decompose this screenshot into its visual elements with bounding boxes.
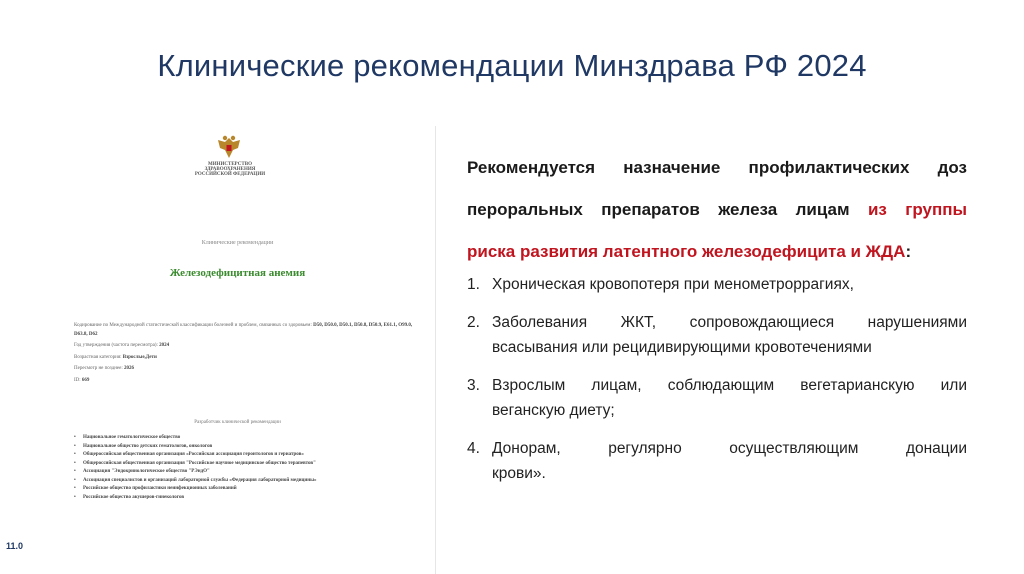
item-number: 3. (467, 377, 480, 394)
slide-title: Клинические рекомендации Минздрава РФ 2024 (157, 48, 867, 83)
meta-value: Взрослые,Дети (122, 354, 157, 360)
intro-line (467, 189, 967, 231)
list-item: • Ассоциация "Эндокринологическое общество "РЭндО" (74, 468, 412, 476)
intro-text: пероральных препаратов железа лицам (467, 200, 868, 219)
list-item: • Национальное гематологическое общество (74, 434, 412, 442)
meta-value: 2024 (159, 343, 170, 348)
list-item: • Национальное общество детских гематологов, онкологов (74, 443, 412, 451)
meta-age (74, 354, 414, 363)
meta-review (74, 365, 414, 374)
meta-icd (74, 322, 414, 339)
list-item: • Общероссийская общественная организация «Российская ассоциация геронтологов и гериатров» (74, 451, 412, 459)
ministry-name (190, 162, 270, 177)
document-subtitle: Клинические рекомендации (201, 240, 274, 246)
list-item (467, 310, 967, 360)
meta-value: 2026 (124, 366, 134, 371)
item-text: Хроническая кровопотеря при менометроррагиях, (492, 276, 854, 293)
intro-highlight: риска развития латентного железодефицита и ЖДА (467, 242, 906, 261)
intro-highlight: из группы (867, 200, 967, 219)
meta-year (74, 342, 414, 351)
ministry-line: МИНИСТЕРСТВО (208, 162, 252, 167)
list-item (467, 373, 967, 423)
recommendation-intro (467, 147, 967, 273)
meta-label: Возрастная категория: (74, 354, 122, 360)
recommendation-list (467, 272, 967, 499)
intro-line (467, 147, 967, 189)
list-item: • Ассоциация специалистов и организаций лабораторной службы «Федерация лабораторной медицины» (74, 477, 412, 485)
item-text: веганскую диету; (492, 402, 615, 419)
meta-id (74, 377, 414, 386)
meta-value: D50, D50.0, D50.1, D50.8, D50.9, E61.1, O99.0, D63.8, D62 (74, 323, 413, 337)
meta-label: Пересмотр не позднее: (74, 366, 123, 371)
coat-of-arms-icon (214, 134, 244, 162)
intro-text: Рекомендуется назначение профилактических доз (467, 158, 967, 177)
document-title: Железодефицитная анемия (169, 267, 306, 279)
list-item (467, 272, 967, 297)
meta-label: Кодирование по Международной статистической классификации болезней и проблем, связанных со здоровьем: (74, 323, 312, 328)
meta-label: ID: (74, 377, 81, 383)
item-text: Взрослым лицам, соблюдающим вегетарианскую или (492, 377, 967, 394)
intro-line (467, 231, 967, 273)
document-meta (74, 322, 414, 388)
list-item: • Российское общество акушеров-гинекологов (74, 494, 412, 502)
intro-tail: : (905, 242, 912, 261)
ministry-line: ЗДРАВООХРАНЕНИЯ (204, 167, 256, 172)
ministry-line: РОССИЙСКОЙ ФЕДЕРАЦИИ (194, 172, 266, 177)
developers-heading: Разработчик клинической рекомендации (194, 420, 281, 425)
item-number: 4. (467, 440, 480, 457)
meta-label: Год утверждения (частота пересмотра): (74, 343, 158, 348)
item-text: всасывания или рецидивирующими кровотечениями (492, 339, 872, 356)
list-item: • Общероссийская общественная организация "Российское научное медицинское общество терапевтов" (74, 460, 412, 468)
list-item: • Российское общество профилактики неинфекционных заболеваний (74, 485, 412, 493)
item-number: 2. (467, 314, 480, 331)
guideline-document-thumbnail (40, 126, 436, 574)
item-text: Заболевания ЖКТ, сопровождающиеся нарушениями (492, 314, 967, 331)
item-text: Донорам, регулярно осуществляющим донации (492, 440, 967, 457)
item-number: 1. (467, 276, 480, 293)
item-text: крови». (492, 465, 546, 482)
developer-organizations (74, 434, 412, 502)
meta-value: 669 (81, 377, 90, 383)
date-label: 11.0 (6, 541, 24, 551)
list-item (467, 436, 967, 486)
